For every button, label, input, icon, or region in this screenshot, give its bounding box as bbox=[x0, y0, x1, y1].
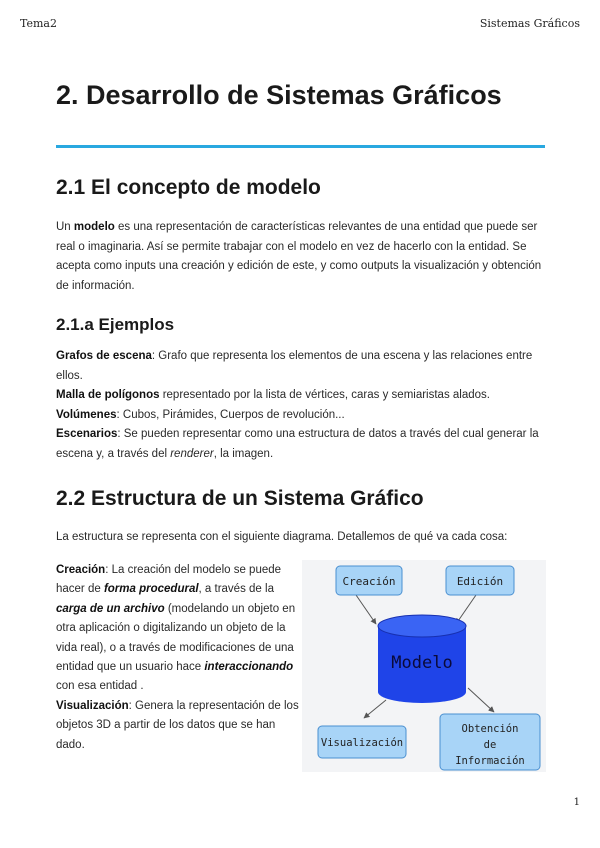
node-visualizacion bbox=[318, 726, 406, 758]
section-heading-estructura: 2.2 Estructura de un Sistema Gráfico bbox=[56, 487, 424, 510]
running-header-left: Tema2 bbox=[20, 17, 57, 30]
structure-description bbox=[56, 561, 300, 755]
example-text: : Grafo que representa los elementos de una escena y las relaciones entre ellos. bbox=[56, 350, 533, 382]
arrow-modelo-obtencion bbox=[468, 688, 494, 712]
node-creacion bbox=[336, 566, 402, 595]
text-run: (modelando un objeto en otra aplicación o digitalizando un objeto de la vida real), o a través de modificaciones de una entidad que un usuario hace bbox=[56, 602, 296, 674]
page-number: 1 bbox=[573, 797, 580, 808]
subsection-heading-ejemplos: 2.1.a Ejemplos bbox=[56, 315, 175, 334]
node-label: Creación bbox=[342, 575, 396, 588]
example-item bbox=[56, 386, 546, 406]
example-item bbox=[56, 406, 546, 426]
bold-term-creacion: Creación bbox=[56, 564, 106, 576]
creacion-paragraph bbox=[56, 561, 300, 697]
text-run: Un bbox=[56, 221, 74, 233]
text-run: con esa entidad . bbox=[56, 680, 144, 693]
example-term: Escenarios bbox=[56, 428, 118, 440]
example-item bbox=[56, 347, 546, 386]
arrow-modelo-visualizacion bbox=[364, 700, 386, 718]
title-divider bbox=[56, 145, 545, 148]
example-term: Volúmenes bbox=[56, 408, 117, 421]
node-obtencion bbox=[440, 714, 540, 770]
bold-term-visualizacion: Visualización bbox=[56, 699, 129, 712]
bold-term-modelo: modelo bbox=[73, 221, 115, 233]
example-item bbox=[56, 425, 546, 464]
page-title: 2. Desarrollo de Sistemas Gráficos bbox=[56, 80, 502, 110]
text-run: : Genera la representación de los objetos 3D a partir de los datos que se han dado. bbox=[56, 699, 299, 751]
node-label: Obtención bbox=[461, 723, 519, 735]
section-intro: La estructura se representa con el siguiente diagrama. Detallemos de qué va cada cosa: bbox=[56, 531, 508, 543]
text-run: es una representación de características relevantes de una entidad que puede ser real o imaginaria. Así se permite trabajar con el modelo en vez de hacerlo con la entidad. Se acepta como inputs una creación y edición de este, y como outputs la visualización y obtención de información. bbox=[56, 221, 542, 292]
node-label: Información bbox=[455, 755, 525, 767]
node-modelo bbox=[378, 615, 466, 703]
section-paragraph-modelo bbox=[56, 218, 546, 296]
italic-term: renderer bbox=[170, 447, 214, 460]
bold-italic-term: forma procedural bbox=[103, 583, 199, 596]
running-header-right: Sistemas Gráficos bbox=[479, 17, 580, 30]
bold-italic-term: carga de un archivo bbox=[56, 602, 165, 615]
node-label: Edición bbox=[456, 575, 504, 588]
bold-italic-term: interaccionando bbox=[204, 661, 294, 674]
example-text: , la imagen. bbox=[213, 447, 274, 460]
node-label: Visualización bbox=[320, 737, 404, 749]
section-heading-concepto: 2.1 El concepto de modelo bbox=[56, 176, 321, 199]
text-run: , a través de la bbox=[198, 583, 274, 596]
node-label: Modelo bbox=[391, 653, 453, 673]
structure-diagram bbox=[302, 560, 546, 772]
arrow-creacion-modelo bbox=[356, 595, 376, 624]
example-text: : Cubos, Pirámides, Cuerpos de revolución... bbox=[116, 408, 345, 421]
example-term: Malla de polígonos bbox=[56, 389, 160, 401]
visualizacion-paragraph bbox=[56, 697, 300, 755]
example-text: representado por la lista de vértices, caras y semiaristas alados. bbox=[159, 389, 490, 401]
node-edicion bbox=[446, 566, 514, 595]
node-label: de bbox=[483, 739, 497, 751]
example-text: : Se pueden representar como una estructura de datos a través del cual generar la escena y, a través del bbox=[56, 428, 539, 460]
text-run: : La creación del modelo se puede hacer de bbox=[56, 564, 282, 596]
example-term: Grafos de escena bbox=[56, 350, 152, 362]
examples-list bbox=[56, 347, 546, 464]
